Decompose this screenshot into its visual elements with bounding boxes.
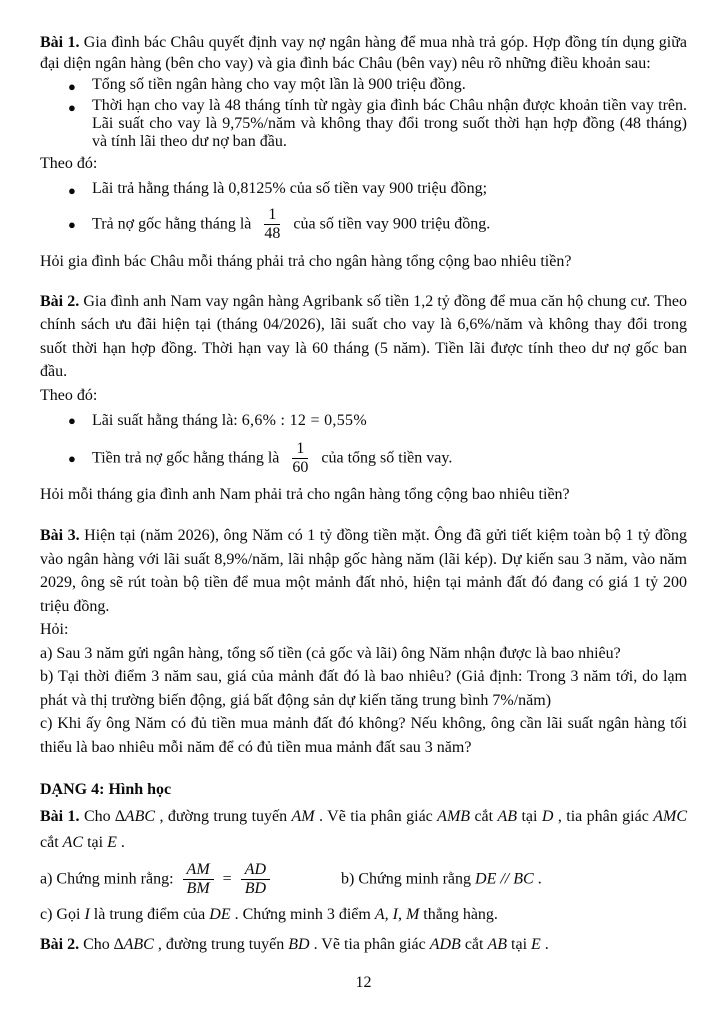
problem-3-question-a: a) Sau 3 năm gửi ngân hàng, tổng số tiền (cả gốc và lãi) ông Năm nhận được là bao nhiêu? [40,644,621,662]
bullet-icon: ● [68,450,76,466]
bullet-text: Lãi suất hằng tháng là: 6,6% : 12 = 0,55% [92,412,367,430]
problem-3-question-c: c) Khi ấy ông Năm có đủ tiền mua mảnh đất đó không? Nếu không, ông cần lãi suất ngân hàng tối thiểu là bao nhiêu mỗi năm để có đủ tiền mua mảnh đất sau 3 năm? [40,715,687,756]
part-b-text: b) Chứng minh rằng DE // BC . [341,870,542,888]
fraction-ad-bd [241,861,270,899]
fraction-numerator: 1 [264,206,280,225]
geometry-problem-1-part-c: c) Gọi I là trung điểm của DE . Chứng minh 3 điểm A, I, M thẳng hàng. [40,905,498,923]
problem-2-intro: Bài 2. Gia đình anh Nam vay ngân hàng Agribank số tiền 1,2 tỷ đồng để mua căn hộ chung cư. Theo chính sách ưu đãi hiện tại (tháng 04/2026), lãi suất cho vay là 6,6%/năm và không thay đổi trong suốt thời hạn hợp đồng. Thời hạn vay là 60 tháng (5 năm). Tiền lãi được tính theo dư nợ gốc ban đầu. [40,292,687,381]
principal-post-text: của tổng số tiền vay. [321,449,453,467]
problem-3-hoi: Hỏi: [40,621,69,639]
principal-pre-text: Tiền trả nợ gốc hằng tháng là [92,449,280,467]
problem-1-theo-do: Theo đó: [40,155,98,172]
equals-sign: = [222,870,232,888]
bullet-icon: ● [68,183,76,198]
bullet-text: Thời hạn cho vay là 48 tháng tính từ ngày gia đình bác Châu nhận được khoản tiền vay trên. Lãi suất cho vay là 9,75%/năm và không thay đổi trong suốt thời hạn hợp đồng (48 tháng) và tính lãi theo dư nợ ban đầu. [92,97,687,150]
problem-1-bullet-interest [40,180,687,201]
bullet-text [92,205,687,245]
fraction-denominator: BM [186,880,210,898]
problem-1-bullet-term [40,97,687,151]
page-number: 12 [355,973,372,991]
bullet-icon: ● [68,79,76,94]
problem-3-intro: Bài 3. Hiện tại (năm 2026), ông Năm có 1 tỷ đồng tiền mặt. Ông đã gửi tiết kiệm toàn bộ 1 tỷ đồng vào ngân hàng với lãi suất 8,9%/năm, lãi nhập gốc hàng năm (lãi kép). Dự kiến sau 3 năm, vào năm 2029, ông sẽ rút toàn bộ tiền để mua một mảnh đất nhỏ, hiện tại mảnh đất đó đang có giá 1 tỷ 200 triệu đồng. [40,527,687,615]
fraction-denominator: BD [244,880,267,898]
fraction-denominator: 60 [292,459,309,477]
part-a-label: a) Chứng minh rằng: [40,870,178,888]
problem-2-bullet-principal [40,439,687,479]
bullet-icon: ● [68,413,76,429]
problem-1-intro: Bài 1. Gia đình bác Châu quyết định vay nợ ngân hàng để mua nhà trả góp. Hợp đồng tín dụng giữa đại diện ngân hàng (bên cho vay) và gia đình bác Châu (bên vay) nêu rõ những điều khoản sau: [40,34,688,72]
bullet-icon: ● [68,217,76,233]
geometry-problem-1-intro: Bài 1. Cho ∆ABC , đường trung tuyến AM . Vẽ tia phân giác AMB cắt AB tại D , tia phân giác AMC cắt AC tại E . [40,808,687,852]
bullet-text: Lãi trả hằng tháng là 0,8125% của số tiền vay 900 triệu đồng; [92,180,488,197]
geometry-problem-1-parts-ab [40,860,687,900]
fraction-am-bm [183,861,214,899]
problem-2-bullet-interest [40,409,687,433]
problem-1-bullet-principal [40,205,687,245]
fraction-numerator: AD [241,861,270,880]
problem-3-question-b: b) Tại thời điểm 3 năm sau, giá của mảnh đất đó là bao nhiêu? (Giả định: Trong 3 năm tới, do lạm phát và thị trường biến động, giá bất động sản dự kiến tăng trung bình 7%/năm) [40,668,687,709]
problem-1-question: Hỏi gia đình bác Châu mỗi tháng phải trả cho ngân hàng tổng cộng bao nhiêu tiền? [40,252,572,270]
bullet-text [92,439,687,479]
fraction-denominator: 48 [264,225,281,243]
problem-2-theo-do: Theo đó: [40,386,98,404]
bullet-text: Tổng số tiền ngân hàng cho vay một lần là 900 triệu đồng. [92,76,466,93]
principal-post-text: của số tiền vay 900 triệu đồng. [293,215,491,233]
fraction-1-60 [288,440,312,478]
principal-pre-text: Trả nợ gốc hằng tháng là [92,215,252,233]
problem-2-question: Hỏi mỗi tháng gia đình anh Nam phải trả cho ngân hàng tổng cộng bao nhiêu tiền? [40,485,570,503]
geometry-problem-2-intro: Bài 2. Cho ∆ABC , đường trung tuyến BD . Vẽ tia phân giác ADB cắt AB tại E . [40,935,549,953]
bullet-icon: ● [68,100,76,115]
fraction-numerator: AM [183,861,214,880]
problem-1-bullet-amount [40,76,687,97]
fraction-numerator: 1 [292,440,308,459]
section-4-heading: DẠNG 4: Hình học [40,781,172,799]
fraction-1-48 [260,206,284,244]
